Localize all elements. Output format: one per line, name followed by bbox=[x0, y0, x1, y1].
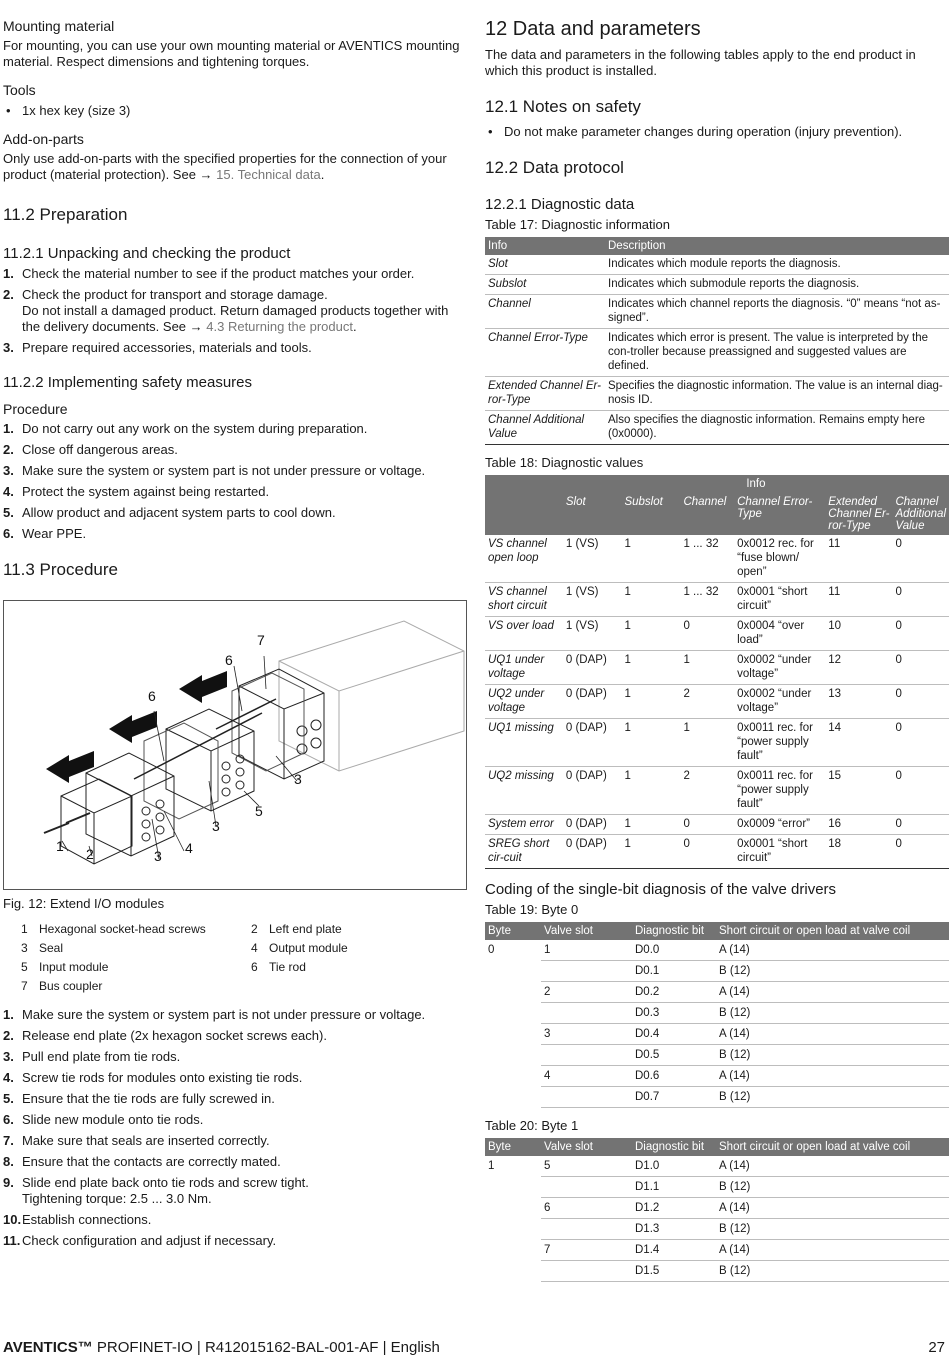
table-header: Channel bbox=[680, 493, 734, 535]
list-item: 1. Make sure the system or system part is not under pressure or voltage. bbox=[3, 1007, 426, 1022]
table-row: VS over load 1 (VS) 1 0 0x0004 “over load” 10 0 bbox=[485, 617, 949, 651]
list-item: 6. Slide new module onto tie rods. bbox=[3, 1112, 204, 1127]
list-item: 2. Close off dangerous areas. bbox=[3, 442, 178, 457]
procedure-subheading: Procedure bbox=[3, 401, 68, 417]
table-row: UQ1 missing 0 (DAP) 1 1 0x0011 rec. for “power supply fault” 14 0 bbox=[485, 719, 949, 767]
table-row: 2 D0.2 A (14) bbox=[485, 982, 949, 1003]
legend-item: 5 Input module bbox=[21, 960, 109, 974]
page-number: 27 bbox=[928, 1339, 945, 1356]
table-row: D1.5 B (12) bbox=[485, 1261, 949, 1282]
table-row: 3 D0.4 A (14) bbox=[485, 1024, 949, 1045]
page-footer bbox=[3, 1339, 947, 1356]
figure-label-5: 5 bbox=[255, 803, 263, 819]
table-header: Byte bbox=[485, 1138, 541, 1156]
table-header: Description bbox=[605, 237, 949, 255]
figure-label-3: 3 bbox=[154, 848, 162, 864]
procedure-steps bbox=[3, 1007, 465, 1249]
table-header: Short circuit or open load at valve coil bbox=[716, 922, 949, 940]
table-row: VS channel short circuit 1 (VS) 1 1 ... 32 0x0001 “short circuit” 11 0 bbox=[485, 583, 949, 617]
table-row: D0.1 B (12) bbox=[485, 961, 949, 982]
list-item: 11. Check configuration and adjust if necessary. bbox=[3, 1233, 277, 1248]
tools-list bbox=[3, 102, 465, 119]
legend-item: 2 Left end plate bbox=[251, 922, 342, 936]
table-row: 1 5 D1.0 A (14) bbox=[485, 1156, 949, 1177]
table-row: System error 0 (DAP) 1 0 0x0009 “error” 16 0 bbox=[485, 815, 949, 835]
legend-item: 6 Tie rod bbox=[251, 960, 306, 974]
exploded-view-drawing bbox=[4, 601, 466, 889]
table-row: D0.5 B (12) bbox=[485, 1045, 949, 1066]
mounting-heading: Mounting material bbox=[3, 18, 115, 34]
table-row: Channel Indicates which channel reports the diagnosis. “0” means “not as-signed”. bbox=[485, 295, 949, 329]
safety-steps bbox=[3, 421, 465, 542]
extend-io-modules-figure bbox=[3, 600, 467, 890]
unpacking-steps bbox=[3, 266, 465, 356]
byte1-table bbox=[485, 1138, 949, 1282]
legend-item: 1 Hexagonal socket-head screws bbox=[21, 922, 206, 936]
table-row: 4 D0.6 A (14) bbox=[485, 1066, 949, 1087]
legend-item: 3 Seal bbox=[21, 941, 64, 955]
footer-brand: AVENTICS™ bbox=[3, 1339, 93, 1356]
table-row: VS channel open loop 1 (VS) 1 1 ... 32 0x0012 rec. for “fuse blown/ open” 11 0 bbox=[485, 535, 949, 583]
coding-heading: Coding of the single-bit diagnosis of the valve drivers bbox=[485, 881, 837, 898]
safety-measures-heading: 11.2.2 Implementing safety measures bbox=[3, 374, 253, 391]
byte0-table bbox=[485, 922, 949, 1108]
list-item: 10. Establish connections. bbox=[3, 1212, 152, 1227]
table-row: UQ2 under voltage 0 (DAP) 1 2 0x0002 “under voltage” 13 0 bbox=[485, 685, 949, 719]
figure-label-1: 1 bbox=[56, 838, 64, 854]
list-item: 6. Wear PPE. bbox=[3, 526, 87, 541]
list-item: 4. Screw tie rods for modules onto existing tie rods. bbox=[3, 1070, 303, 1085]
legend-item: 7 Bus coupler bbox=[21, 979, 103, 993]
table-row: Channel Additional Value Also specifies the diagnostic information. Remains empty here (0x0000). bbox=[485, 411, 949, 445]
list-item: 1. Check the material number to see if the product matches your order. bbox=[3, 266, 415, 281]
left-column bbox=[3, 18, 465, 1257]
table19-caption: Table 19: Byte 0 bbox=[485, 902, 579, 917]
figure-label-3: 3 bbox=[212, 818, 220, 834]
table-row: Slot Indicates which module reports the diagnosis. bbox=[485, 255, 949, 275]
table-header: Extended Channel Er-ror-Type bbox=[825, 493, 892, 535]
list-item: • Do not make parameter changes during operation (injury prevention). bbox=[485, 123, 949, 140]
diagnostic-information-table bbox=[485, 237, 949, 445]
figure-label-2: 2 bbox=[86, 846, 94, 862]
safety-list bbox=[485, 123, 949, 140]
addon-heading: Add-on-parts bbox=[3, 131, 84, 147]
table-header: Channel Additional Value bbox=[892, 493, 949, 535]
table-header: Channel Error-Type bbox=[734, 493, 825, 535]
addon-text: Only use add-on-parts with the specified properties for the connection of your product (material protection). See → 15. Technical data. bbox=[3, 151, 447, 182]
figure-label-7: 7 bbox=[257, 632, 265, 648]
table-row: 7 D1.4 A (14) bbox=[485, 1240, 949, 1261]
table-header: Short circuit or open load at valve coil bbox=[716, 1138, 949, 1156]
table-row: D0.7 B (12) bbox=[485, 1087, 949, 1108]
diagnostic-values-table bbox=[485, 475, 949, 869]
table20-caption: Table 20: Byte 1 bbox=[485, 1118, 579, 1133]
list-item: 4. Protect the system against being restarted. bbox=[3, 484, 270, 499]
table-header: Diagnostic bit bbox=[632, 922, 716, 940]
table-row: 6 D1.2 A (14) bbox=[485, 1198, 949, 1219]
table-header: Subslot bbox=[621, 493, 680, 535]
table-row: Channel Error-Type Indicates which error is present. The value is interpreted by the con-troller because preassigned and suggested values are defined. bbox=[485, 329, 949, 377]
table-row: UQ2 missing 0 (DAP) 1 2 0x0011 rec. for “power supply fault” 15 0 bbox=[485, 767, 949, 815]
list-item: • 1x hex key (size 3) bbox=[3, 102, 465, 119]
table-row: D1.3 B (12) bbox=[485, 1219, 949, 1240]
page-title: 12 Data and parameters bbox=[485, 18, 701, 40]
table-header: Info bbox=[485, 237, 605, 255]
diagnostic-data-heading: 12.2.1 Diagnostic data bbox=[485, 196, 635, 213]
list-item: 8. Ensure that the contacts are correctly mated. bbox=[3, 1154, 281, 1169]
tools-heading: Tools bbox=[3, 82, 36, 98]
figure-label-6: 6 bbox=[148, 688, 156, 704]
table17-caption: Table 17: Diagnostic information bbox=[485, 217, 670, 232]
list-item: 3. Prepare required accessories, materials and tools. bbox=[3, 340, 312, 355]
table-header: Byte bbox=[485, 922, 541, 940]
table18-caption: Table 18: Diagnostic values bbox=[485, 455, 644, 470]
notes-safety-heading: 12.1 Notes on safety bbox=[485, 97, 641, 116]
list-item: 7. Make sure that seals are inserted correctly. bbox=[3, 1133, 270, 1148]
table-row: D1.1 B (12) bbox=[485, 1177, 949, 1198]
list-item: 2. Release end plate (2x hexagon socket screws each). bbox=[3, 1028, 327, 1043]
list-item: 5. Ensure that the tie rods are fully screwed in. bbox=[3, 1091, 275, 1106]
table-header: Slot bbox=[563, 493, 622, 535]
table-header: Valve slot bbox=[541, 1138, 632, 1156]
intro-text: The data and parameters in the following tables apply to the end product in which this product is installed. bbox=[485, 47, 916, 78]
table-row: Extended Channel Er-ror-Type Specifies the diagnostic information. The value is an internal diag-nosis ID. bbox=[485, 377, 949, 411]
list-item: 2. Check the product for transport and storage damage. Do not install a damaged product. Return damaged products together with the delivery documents. See → 4.3 Returning the product. bbox=[3, 287, 449, 334]
right-column bbox=[485, 18, 949, 1288]
table-header: Diagnostic bit bbox=[632, 1138, 716, 1156]
mounting-text: For mounting, you can use your own mounting material or AVENTICS mounting material. Respect dimensions and tightening torques. bbox=[3, 38, 460, 69]
list-item: 9. Slide end plate back onto tie rods and screw tight. Tightening torque: 2.5 ... 3.0 Nm. bbox=[3, 1175, 309, 1206]
table-row: 0 1 D0.0 A (14) bbox=[485, 940, 949, 961]
table-header: Valve slot bbox=[541, 922, 632, 940]
technical-data-link[interactable]: 15. Technical data bbox=[216, 167, 321, 182]
procedure-heading: 11.3 Procedure bbox=[3, 560, 118, 579]
list-item: 5. Allow product and adjacent system parts to cool down. bbox=[3, 505, 336, 520]
table-row: UQ1 under voltage 0 (DAP) 1 1 0x0002 “under voltage” 12 0 bbox=[485, 651, 949, 685]
table-row: Subslot Indicates which submodule reports the diagnosis. bbox=[485, 275, 949, 295]
legend-item: 4 Output module bbox=[251, 941, 348, 955]
list-item: 3. Make sure the system or system part is not under pressure or voltage. bbox=[3, 463, 426, 478]
list-item: 3. Pull end plate from tie rods. bbox=[3, 1049, 181, 1064]
table-row: D0.3 B (12) bbox=[485, 1003, 949, 1024]
preparation-heading: 11.2 Preparation bbox=[3, 205, 128, 224]
unpacking-heading: 11.2.1 Unpacking and checking the product bbox=[3, 245, 291, 262]
list-item: 1. Do not carry out any work on the system during preparation. bbox=[3, 421, 368, 436]
footer-document-info: PROFINET-IO | R412015162-BAL-001-AF | English bbox=[92, 1339, 440, 1356]
figure-label-3: 3 bbox=[294, 771, 302, 787]
returning-product-link[interactable]: 4.3 Returning the product bbox=[206, 319, 353, 334]
table-group-header: Info bbox=[563, 475, 949, 493]
data-protocol-heading: 12.2 Data protocol bbox=[485, 158, 624, 177]
figure-legend bbox=[3, 922, 465, 993]
figure-label-6: 6 bbox=[225, 652, 233, 668]
figure-caption: Fig. 12: Extend I/O modules bbox=[3, 896, 165, 911]
figure-label-4: 4 bbox=[185, 840, 193, 856]
table-row: SREG short cir-cuit 0 (DAP) 1 0 0x0001 “short circuit” 18 0 bbox=[485, 835, 949, 869]
